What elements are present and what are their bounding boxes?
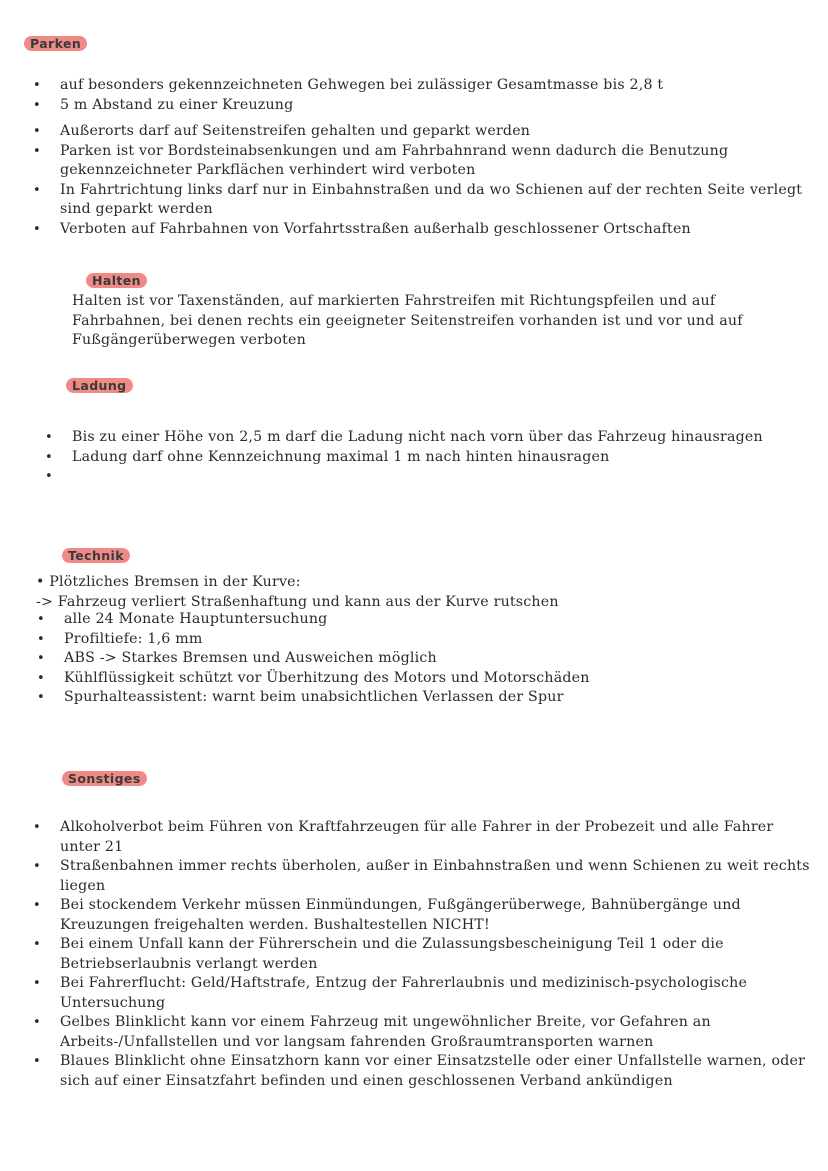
list-item: • auf besonders gekennzeichneten Gehwegen bei zulässiger Gesamtmasse bis 2,8 t: [30, 76, 800, 96]
list-item: • 5 m Abstand zu einer Kreuzung: [30, 96, 800, 116]
parken-list-b: [30, 122, 820, 239]
parken-list-a: [30, 76, 800, 115]
list-item: • Bei einem Unfall kann der Führerschein und die Zulassungsbescheinigung Teil 1 oder die Betriebserlaubnis verlangt werden: [30, 935, 810, 974]
list-item: • Außerorts darf auf Seitenstreifen gehalten und geparkt werden: [30, 122, 820, 142]
list-item: • Bei stockendem Verkehr müssen Einmündungen, Fußgängerüberwege, Bahnübergänge und Kreuzungen freigehalten werden. Bushaltestellen NICHT!: [30, 896, 810, 935]
list-item: • Parken ist vor Bordsteinabsenkungen und am Fahrbahnrand wenn dadurch die Benutzung gekennzeichneter Parkflächen verhindert wird verboten: [30, 142, 820, 181]
technik-list: [34, 610, 794, 708]
list-item: • Spurhalteassistent: warnt beim unabsichtlichen Verlassen der Spur: [34, 688, 794, 708]
list-item: • Alkoholverbot beim Führen von Kraftfahrzeugen für alle Fahrer in der Probezeit und alle Fahrer unter 21: [30, 818, 810, 857]
list-item: • Profiltiefe: 1,6 mm: [34, 630, 794, 650]
heading-parken: Parken: [24, 36, 87, 51]
list-item: • Bei Fahrerflucht: Geld/Haftstrafe, Entzug der Fahrerlaubnis und medizinisch-psychologische Untersuchung: [30, 974, 810, 1013]
list-item: • Blaues Blinklicht ohne Einsatzhorn kann vor einer Einsatzstelle oder einer Unfallstelle warnen, oder sich auf einer Einsatzfahrt befinden und einen geschlossenen Verband ankündigen: [30, 1052, 810, 1091]
list-item: • ABS -> Starkes Bremsen und Ausweichen möglich: [34, 649, 794, 669]
list-item: • Bis zu einer Höhe von 2,5 m darf die Ladung nicht nach vorn über das Fahrzeug hinausragen: [42, 428, 782, 448]
list-item: • Gelbes Blinklicht kann vor einem Fahrzeug mit ungewöhnlicher Breite, vor Gefahren an Arbeits-/Unfallstellen und vor langsam fahrenden Großraumtransporten warnen: [30, 1013, 810, 1052]
list-item: • alle 24 Monate Hauptuntersuchung: [34, 610, 794, 630]
technik-line-1: • Plötzliches Bremsen in der Kurve:: [36, 574, 301, 590]
ladung-list: [42, 428, 782, 487]
heading-technik: Technik: [62, 548, 130, 563]
sonstiges-list: [30, 818, 810, 1091]
list-item: • Verboten auf Fahrbahnen von Vorfahrtsstraßen außerhalb geschlossener Ortschaften: [30, 220, 820, 240]
list-item: [42, 467, 782, 487]
heading-sonstiges: Sonstiges: [62, 771, 147, 786]
halten-text: Halten ist vor Taxenständen, auf markierten Fahrstreifen mit Richtungspfeilen und auf Fahrbahnen, bei denen rechts ein geeigneter Seitenstreifen vorhanden ist und vor und auf Fußgängerüberwegen verboten: [72, 293, 743, 348]
list-item: • Kühlflüssigkeit schützt vor Überhitzung des Motors und Motorschäden: [34, 669, 794, 689]
heading-ladung: Ladung: [66, 378, 133, 393]
technik-line-2: -> Fahrzeug verliert Straßenhaftung und kann aus der Kurve rutschen: [36, 594, 559, 610]
list-item: • Ladung darf ohne Kennzeichnung maximal 1 m nach hinten hinausragen: [42, 448, 782, 468]
list-item: • Straßenbahnen immer rechts überholen, außer in Einbahnstraßen und wenn Schienen zu weit rechts liegen: [30, 857, 810, 896]
heading-halten: Halten: [86, 273, 147, 288]
list-item: • In Fahrtrichtung links darf nur in Einbahnstraßen und da wo Schienen auf der rechten Seite verlegt sind geparkt werden: [30, 181, 820, 220]
